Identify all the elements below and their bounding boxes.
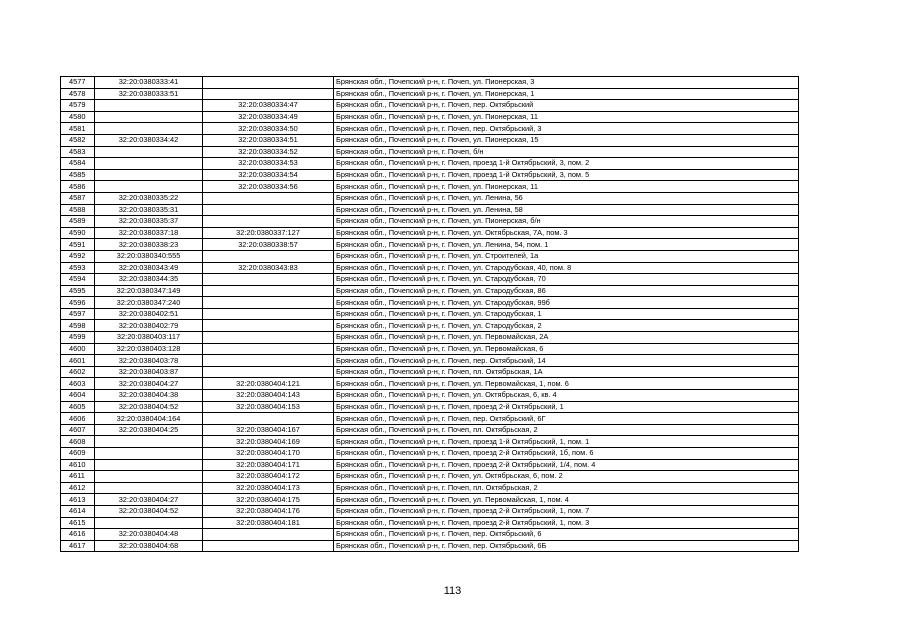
address-cell: Брянская обл., Почепский р-н, г. Почеп, проезд 2-й Октябрьский, 1/4, пом. 4 (334, 459, 799, 471)
related-cadastral-number-cell: 32:20:0380338:57 (203, 239, 334, 251)
table-row (61, 111, 799, 123)
address-cell: Брянская обл., Почепский р-н, г. Почеп, ул. Первомайская, 6 (334, 343, 799, 355)
address-cell: Брянская обл., Почепский р-н, г. Почеп, ул. Пионерская, 15 (334, 134, 799, 146)
related-cadastral-number-cell (203, 529, 334, 541)
table-row (61, 297, 799, 309)
address-cell: Брянская обл., Почепский р-н, г. Почеп, пер. Октябрьский, 14 (334, 355, 799, 367)
table-row (61, 366, 799, 378)
related-cadastral-number-cell: 32:20:0380343:83 (203, 262, 334, 274)
cadastral-number-cell: 32:20:0380403:78 (95, 355, 203, 367)
cadastral-number-cell: 32:20:0380404:25 (95, 424, 203, 436)
table-row (61, 169, 799, 181)
row-number-cell: 4593 (61, 262, 95, 274)
cadastral-number-cell: 32:20:0380404:38 (95, 390, 203, 402)
table-row (61, 274, 799, 286)
row-number-cell: 4597 (61, 308, 95, 320)
related-cadastral-number-cell (203, 285, 334, 297)
table-row (61, 355, 799, 367)
address-cell: Брянская обл., Почепский р-н, г. Почеп, проезд 1-й Октябрьский, 1, пом. 1 (334, 436, 799, 448)
related-cadastral-number-cell (203, 413, 334, 425)
cadastral-number-cell (95, 169, 203, 181)
cadastral-number-cell: 32:20:0380338:23 (95, 239, 203, 251)
cadastral-number-cell (95, 448, 203, 460)
table-row (61, 181, 799, 193)
table-row (61, 320, 799, 332)
row-number-cell: 4598 (61, 320, 95, 332)
address-cell: Брянская обл., Почепский р-н, г. Почеп, б/н (334, 146, 799, 158)
row-number-cell: 4592 (61, 250, 95, 262)
related-cadastral-number-cell (203, 332, 334, 344)
row-number-cell: 4579 (61, 100, 95, 112)
address-cell: Брянская обл., Почепский р-н, г. Почеп, ул. Октябрьская, 6, пом. 2 (334, 471, 799, 483)
address-cell: Брянская обл., Почепский р-н, г. Почеп, ул. Стародубская, 99б (334, 297, 799, 309)
table-row (61, 204, 799, 216)
row-number-cell: 4615 (61, 517, 95, 529)
table-row (61, 158, 799, 170)
related-cadastral-number-cell: 32:20:0380404:175 (203, 494, 334, 506)
related-cadastral-number-cell: 32:20:0380404:172 (203, 471, 334, 483)
table-row (61, 459, 799, 471)
cadastral-number-cell: 32:20:0380333:51 (95, 88, 203, 100)
row-number-cell: 4602 (61, 366, 95, 378)
table-row (61, 390, 799, 402)
cadastral-number-cell: 32:20:0380347:149 (95, 285, 203, 297)
cadastral-number-cell: 32:20:0380333:41 (95, 77, 203, 89)
table-row (61, 239, 799, 251)
related-cadastral-number-cell: 32:20:0380334:53 (203, 158, 334, 170)
row-number-cell: 4595 (61, 285, 95, 297)
related-cadastral-number-cell: 32:20:0380334:50 (203, 123, 334, 135)
related-cadastral-number-cell: 32:20:0380404:176 (203, 505, 334, 517)
related-cadastral-number-cell (203, 204, 334, 216)
row-number-cell: 4604 (61, 390, 95, 402)
row-number-cell: 4581 (61, 123, 95, 135)
row-number-cell: 4599 (61, 332, 95, 344)
page-number: 113 (443, 585, 462, 597)
related-cadastral-number-cell: 32:20:0380334:49 (203, 111, 334, 123)
cadastral-number-cell (95, 471, 203, 483)
table-row (61, 482, 799, 494)
address-cell: Брянская обл., Почепский р-н, г. Почеп, ул. Пионерская, 11 (334, 181, 799, 193)
table-row (61, 227, 799, 239)
row-number-cell: 4610 (61, 459, 95, 471)
table-row (61, 413, 799, 425)
row-number-cell: 4612 (61, 482, 95, 494)
cadastral-number-cell: 32:20:0380403:117 (95, 332, 203, 344)
row-number-cell: 4591 (61, 239, 95, 251)
cadastral-number-cell (95, 436, 203, 448)
table-row (61, 505, 799, 517)
cadastral-number-cell: 32:20:0380403:87 (95, 366, 203, 378)
address-cell: Брянская обл., Почепский р-н, г. Почеп, ул. Пионерская, б/н (334, 216, 799, 228)
row-number-cell: 4585 (61, 169, 95, 181)
address-cell: Брянская обл., Почепский р-н, г. Почеп, пер. Октябрьский, 3 (334, 123, 799, 135)
row-number-cell: 4600 (61, 343, 95, 355)
row-number-cell: 4617 (61, 540, 95, 552)
related-cadastral-number-cell (203, 77, 334, 89)
address-cell: Брянская обл., Почепский р-н, г. Почеп, пер. Октябрьский, 6Б (334, 540, 799, 552)
row-number-cell: 4577 (61, 77, 95, 89)
related-cadastral-number-cell: 32:20:0380334:47 (203, 100, 334, 112)
table-row (61, 88, 799, 100)
cadastral-number-cell: 32:20:0380404:52 (95, 401, 203, 413)
row-number-cell: 4596 (61, 297, 95, 309)
row-number-cell: 4582 (61, 134, 95, 146)
row-number-cell: 4589 (61, 216, 95, 228)
table-row (61, 436, 799, 448)
related-cadastral-number-cell: 32:20:0380404:171 (203, 459, 334, 471)
related-cadastral-number-cell: 32:20:0380334:51 (203, 134, 334, 146)
cadastral-number-cell (95, 123, 203, 135)
address-cell: Брянская обл., Почепский р-н, г. Почеп, ул. Пионерская, 3 (334, 77, 799, 89)
related-cadastral-number-cell (203, 216, 334, 228)
address-cell: Брянская обл., Почепский р-н, г. Почеп, ул. Ленина, 56 (334, 192, 799, 204)
address-cell: Брянская обл., Почепский р-н, г. Почеп, пл. Октябрьская, 1А (334, 366, 799, 378)
table-row (61, 123, 799, 135)
related-cadastral-number-cell (203, 355, 334, 367)
table-row (61, 250, 799, 262)
table-row (61, 192, 799, 204)
related-cadastral-number-cell: 32:20:0380337:127 (203, 227, 334, 239)
related-cadastral-number-cell: 32:20:0380404:167 (203, 424, 334, 436)
related-cadastral-number-cell: 32:20:0380404:181 (203, 517, 334, 529)
cadastral-number-cell: 32:20:0380403:128 (95, 343, 203, 355)
address-cell: Брянская обл., Почепский р-н, г. Почеп, проезд 2-й Октябрьский, 1 (334, 401, 799, 413)
related-cadastral-number-cell (203, 540, 334, 552)
table-row (61, 308, 799, 320)
row-number-cell: 4594 (61, 274, 95, 286)
address-cell: Брянская обл., Почепский р-н, г. Почеп, ул. Ленина, 58 (334, 204, 799, 216)
row-number-cell: 4586 (61, 181, 95, 193)
related-cadastral-number-cell: 32:20:0380404:153 (203, 401, 334, 413)
cadastral-number-cell (95, 100, 203, 112)
table-row (61, 424, 799, 436)
related-cadastral-number-cell: 32:20:0380404:173 (203, 482, 334, 494)
row-number-cell: 4605 (61, 401, 95, 413)
address-cell: Брянская обл., Почепский р-н, г. Почеп, ул. Стародубская, 1 (334, 308, 799, 320)
table-row (61, 262, 799, 274)
related-cadastral-number-cell: 32:20:0380404:169 (203, 436, 334, 448)
address-cell: Брянская обл., Почепский р-н, г. Почеп, ул. Пионерская, 1 (334, 88, 799, 100)
address-cell: Брянская обл., Почепский р-н, г. Почеп, проезд 2-й Октябрьский, 1, пом. 3 (334, 517, 799, 529)
address-cell: Брянская обл., Почепский р-н, г. Почеп, ул. Первомайская, 1, пом. 4 (334, 494, 799, 506)
table-row (61, 343, 799, 355)
cadastral-number-cell: 32:20:0380404:27 (95, 378, 203, 390)
related-cadastral-number-cell: 32:20:0380404:121 (203, 378, 334, 390)
related-cadastral-number-cell (203, 343, 334, 355)
row-number-cell: 4608 (61, 436, 95, 448)
address-cell: Брянская обл., Почепский р-н, г. Почеп, проезд 2-й Октябрьский, 1б, пом. 6 (334, 448, 799, 460)
related-cadastral-number-cell: 32:20:0380334:54 (203, 169, 334, 181)
row-number-cell: 4580 (61, 111, 95, 123)
table-row (61, 471, 799, 483)
cadastral-number-cell: 32:20:0380404:68 (95, 540, 203, 552)
related-cadastral-number-cell: 32:20:0380404:170 (203, 448, 334, 460)
row-number-cell: 4584 (61, 158, 95, 170)
cadastral-number-cell (95, 111, 203, 123)
row-number-cell: 4606 (61, 413, 95, 425)
address-cell: Брянская обл., Почепский р-н, г. Почеп, ул. Стародубская, 2 (334, 320, 799, 332)
row-number-cell: 4578 (61, 88, 95, 100)
table-row (61, 529, 799, 541)
cadastral-number-cell (95, 181, 203, 193)
address-cell: Брянская обл., Почепский р-н, г. Почеп, пер. Октябрьский, 6 (334, 529, 799, 541)
address-cell: Брянская обл., Почепский р-н, г. Почеп, ул. Стародубская, 40, пом. 8 (334, 262, 799, 274)
address-cell: Брянская обл., Почепский р-н, г. Почеп, пер. Октябрьский, 6Г (334, 413, 799, 425)
address-cell: Брянская обл., Почепский р-н, г. Почеп, пл. Октябрьская, 2 (334, 424, 799, 436)
related-cadastral-number-cell (203, 297, 334, 309)
cadastral-number-cell: 32:20:0380335:37 (95, 216, 203, 228)
cadastral-number-cell: 32:20:0380337:18 (95, 227, 203, 239)
row-number-cell: 4587 (61, 192, 95, 204)
cadastral-number-cell: 32:20:0380343:49 (95, 262, 203, 274)
address-cell: Брянская обл., Почепский р-н, г. Почеп, проезд 1-й Октябрьский, 3, пом. 2 (334, 158, 799, 170)
table-body (61, 77, 799, 552)
related-cadastral-number-cell (203, 320, 334, 332)
row-number-cell: 4611 (61, 471, 95, 483)
cadastral-number-cell (95, 482, 203, 494)
table-row (61, 134, 799, 146)
cadastral-number-cell (95, 158, 203, 170)
row-number-cell: 4616 (61, 529, 95, 541)
row-number-cell: 4614 (61, 505, 95, 517)
row-number-cell: 4590 (61, 227, 95, 239)
cadastral-number-cell: 32:20:0380335:31 (95, 204, 203, 216)
cadastral-number-cell (95, 517, 203, 529)
cadastral-number-cell: 32:20:0380404:27 (95, 494, 203, 506)
related-cadastral-number-cell (203, 250, 334, 262)
row-number-cell: 4603 (61, 378, 95, 390)
row-number-cell: 4601 (61, 355, 95, 367)
related-cadastral-number-cell: 32:20:0380334:52 (203, 146, 334, 158)
cadastral-number-cell: 32:20:0380402:51 (95, 308, 203, 320)
related-cadastral-number-cell (203, 88, 334, 100)
table-row (61, 216, 799, 228)
row-number-cell: 4588 (61, 204, 95, 216)
cadastral-number-cell: 32:20:0380404:164 (95, 413, 203, 425)
cadastral-number-cell: 32:20:0380344:35 (95, 274, 203, 286)
table-row (61, 100, 799, 112)
cadastral-table (60, 76, 799, 552)
table-row (61, 494, 799, 506)
address-cell: Брянская обл., Почепский р-н, г. Почеп, ул. Строителей, 1а (334, 250, 799, 262)
address-cell: Брянская обл., Почепский р-н, г. Почеп, ул. Первомайская, 2А (334, 332, 799, 344)
cadastral-number-cell: 32:20:0380334:42 (95, 134, 203, 146)
row-number-cell: 4609 (61, 448, 95, 460)
related-cadastral-number-cell (203, 366, 334, 378)
table-row (61, 146, 799, 158)
table-row (61, 378, 799, 390)
cadastral-number-cell (95, 459, 203, 471)
row-number-cell: 4607 (61, 424, 95, 436)
table-row (61, 448, 799, 460)
cadastral-number-cell: 32:20:0380347:240 (95, 297, 203, 309)
related-cadastral-number-cell (203, 274, 334, 286)
cadastral-number-cell (95, 146, 203, 158)
address-cell: Брянская обл., Почепский р-н, г. Почеп, ул. Стародубская, 86 (334, 285, 799, 297)
address-cell: Брянская обл., Почепский р-н, г. Почеп, пер. Октябрьский (334, 100, 799, 112)
address-cell: Брянская обл., Почепский р-н, г. Почеп, проезд 2-й Октябрьский, 1, пом. 7 (334, 505, 799, 517)
related-cadastral-number-cell: 32:20:0380404:143 (203, 390, 334, 402)
cadastral-number-cell: 32:20:0380402:79 (95, 320, 203, 332)
cadastral-number-cell: 32:20:0380340:555 (95, 250, 203, 262)
address-cell: Брянская обл., Почепский р-н, г. Почеп, ул. Стародубская, 70 (334, 274, 799, 286)
table-row (61, 401, 799, 413)
address-cell: Брянская обл., Почепский р-н, г. Почеп, проезд 1-й Октябрьский, 3, пом. 5 (334, 169, 799, 181)
table-row (61, 285, 799, 297)
cadastral-number-cell: 32:20:0380335:22 (95, 192, 203, 204)
table-row (61, 540, 799, 552)
address-cell: Брянская обл., Почепский р-н, г. Почеп, ул. Ленина, 54, пом. 1 (334, 239, 799, 251)
table-row (61, 517, 799, 529)
address-cell: Брянская обл., Почепский р-н, г. Почеп, ул. Октябрьская, 7А, пом. 3 (334, 227, 799, 239)
address-cell: Брянская обл., Почепский р-н, г. Почеп, ул. Пионерская, 11 (334, 111, 799, 123)
cadastral-number-cell: 32:20:0380404:52 (95, 505, 203, 517)
related-cadastral-number-cell (203, 192, 334, 204)
table-row (61, 332, 799, 344)
row-number-cell: 4613 (61, 494, 95, 506)
related-cadastral-number-cell: 32:20:0380334:56 (203, 181, 334, 193)
address-cell: Брянская обл., Почепский р-н, г. Почеп, ул. Октябрьская, 6, кв. 4 (334, 390, 799, 402)
address-cell: Брянская обл., Почепский р-н, г. Почеп, ул. Первомайская, 1, пом. 6 (334, 378, 799, 390)
cadastral-number-cell: 32:20:0380404:48 (95, 529, 203, 541)
row-number-cell: 4583 (61, 146, 95, 158)
related-cadastral-number-cell (203, 308, 334, 320)
address-cell: Брянская обл., Почепский р-н, г. Почеп, пл. Октябрьская, 2 (334, 482, 799, 494)
table-row (61, 77, 799, 89)
